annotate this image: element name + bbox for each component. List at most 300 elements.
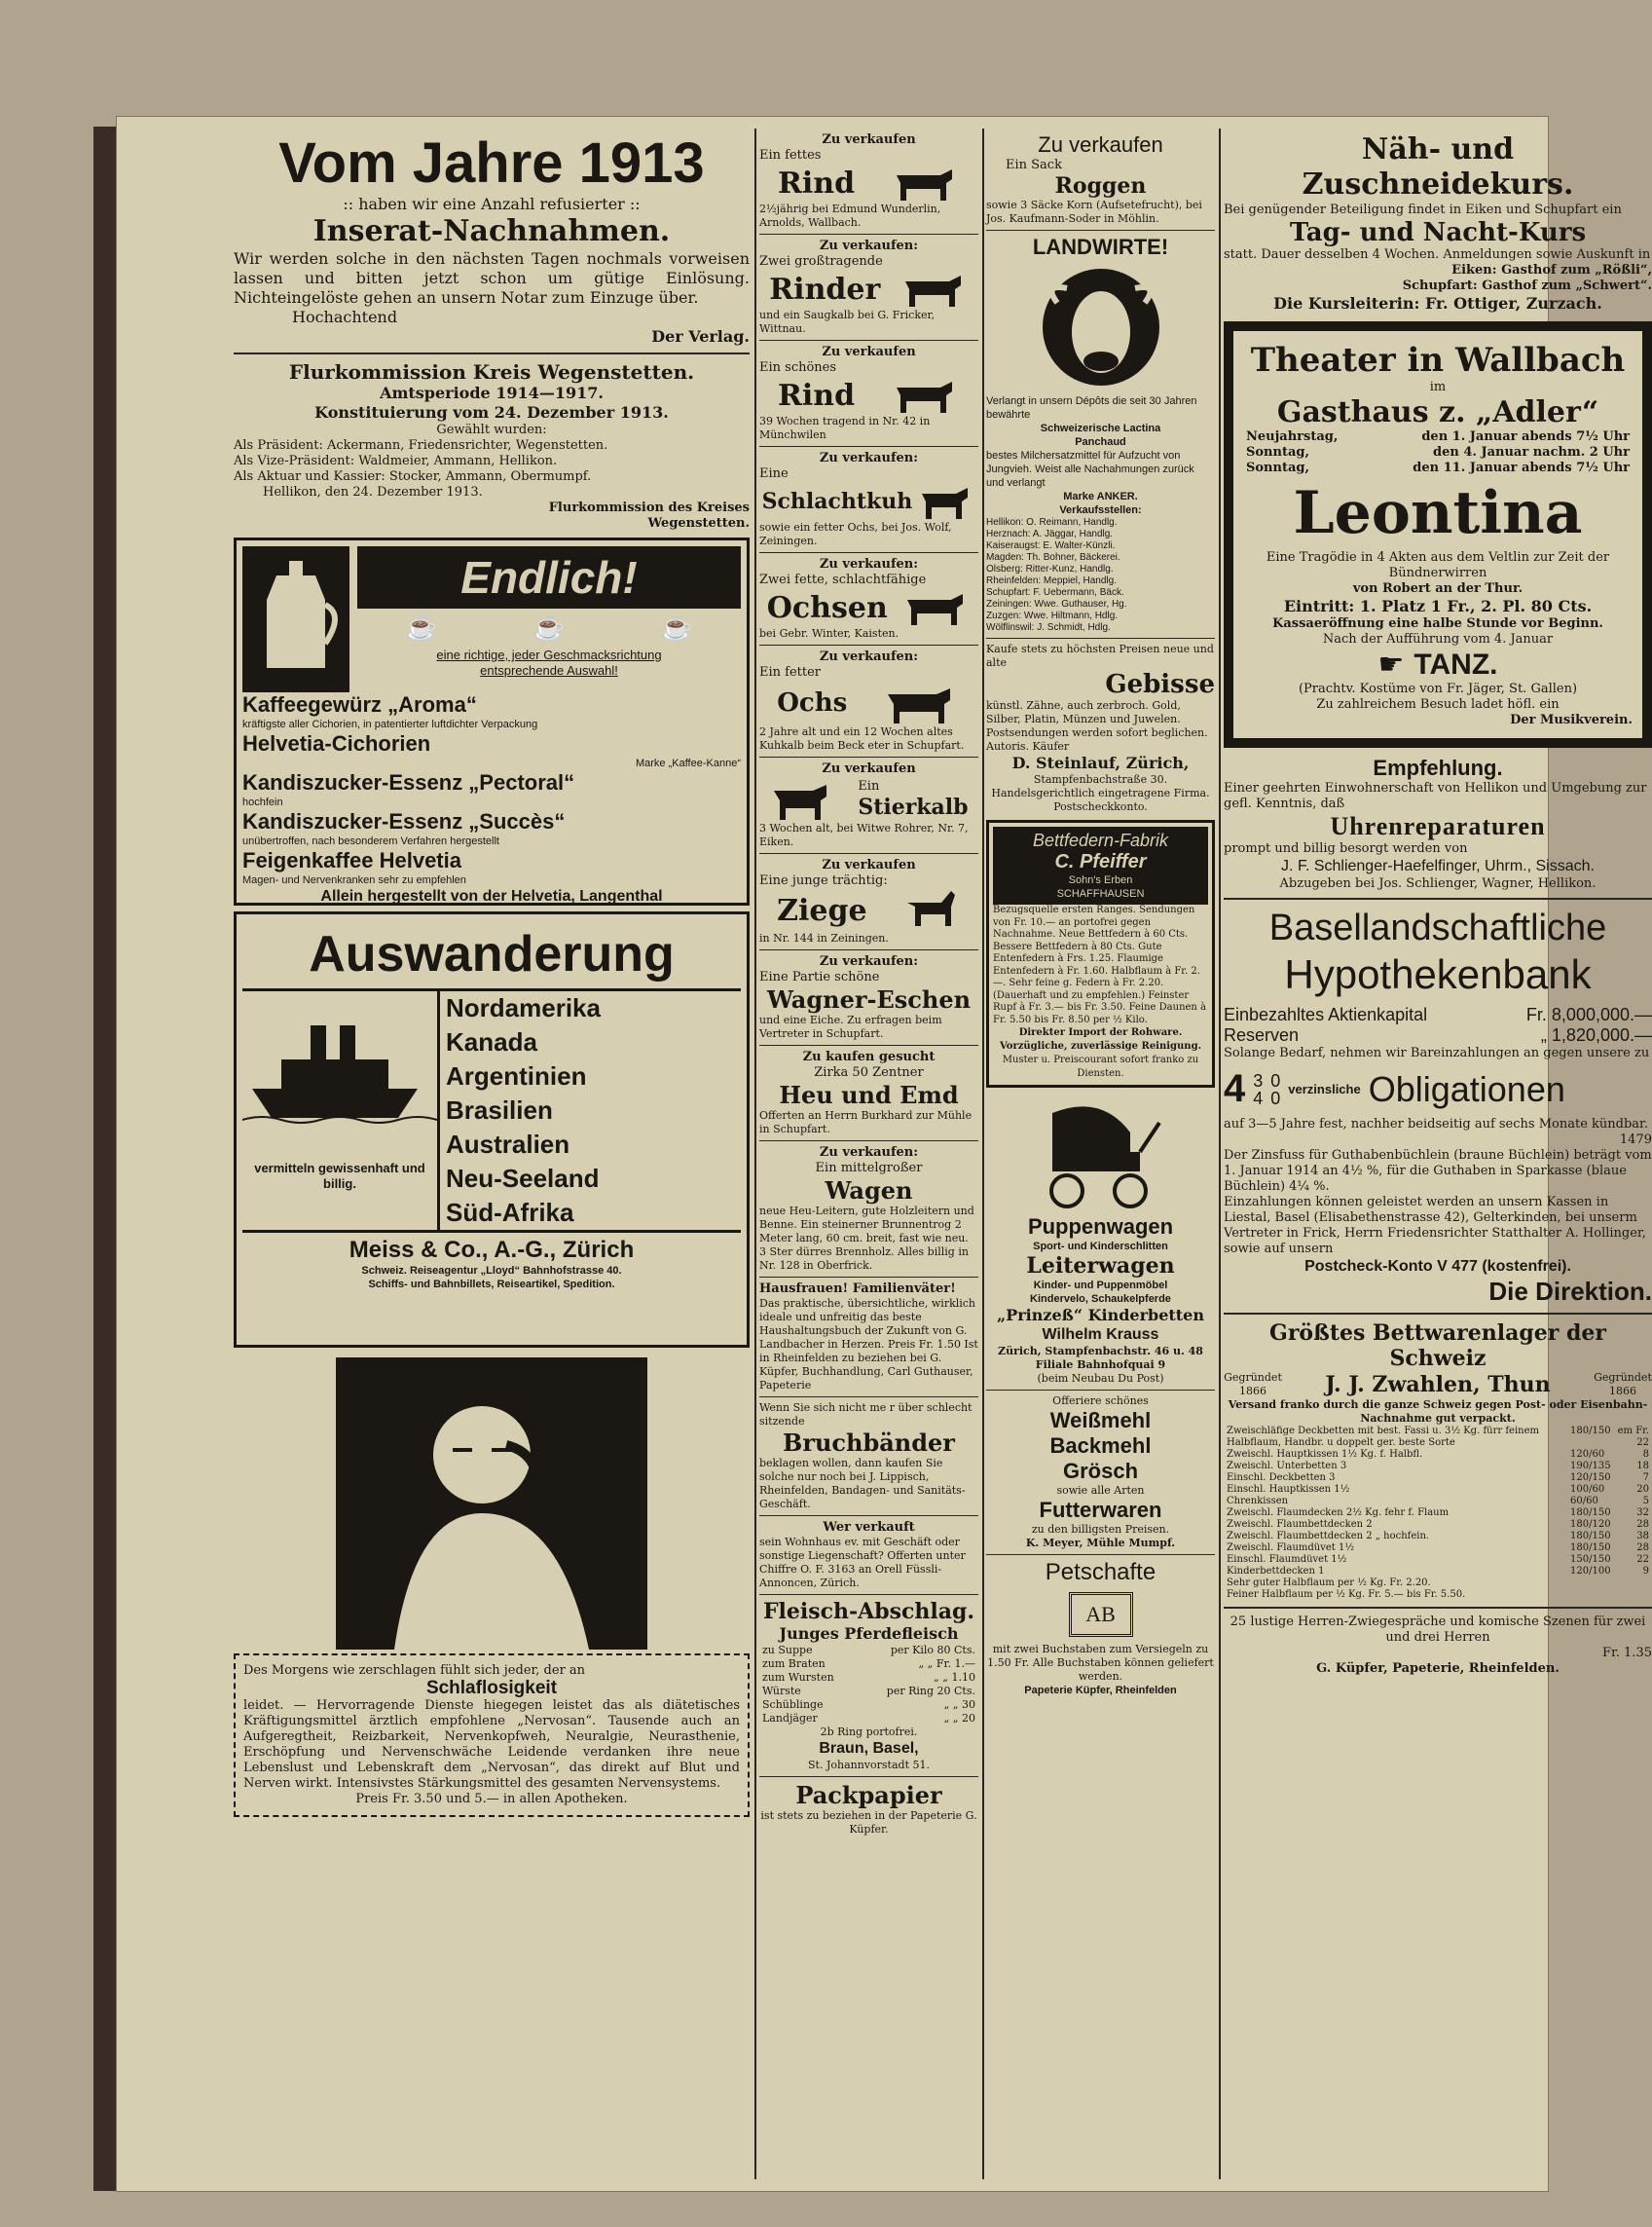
ad-footer: Direkter Import der Rohware. Vorzügliche, zuverlässige Reinigung. xyxy=(999,1027,1202,1052)
ad-body: 2 Jahre alt und ein 12 Wochen altes Kuhkalb beim Beck eter in Schupfart. xyxy=(759,725,965,752)
schedule-table xyxy=(1243,429,1633,476)
country: Australien xyxy=(446,1130,570,1159)
time: den 11. Januar abends 7½ Uhr xyxy=(1413,461,1630,475)
ad-sign: Die Kursleiterin: Fr. Ottiger, Zurzach. xyxy=(1273,294,1602,313)
location-1: Eiken: Gasthof zum „Rößli“, xyxy=(1451,263,1652,278)
ad-title: Heu und Emd xyxy=(779,1081,959,1109)
product-2: Helvetia-Cichorien xyxy=(242,731,431,756)
monogram: AB xyxy=(1069,1592,1133,1637)
table-row xyxy=(759,1644,978,1657)
price: „ „ 1.10 xyxy=(934,1671,975,1684)
ad-body-2: statt. Dauer desselben 4 Wochen. Anmeldungen sowie Auskunft in xyxy=(1224,247,1651,262)
ad-footer-2: Muster u. Preiscourant sofort franko zu Diensten. xyxy=(1002,1055,1199,1079)
cup-icon: ☕ xyxy=(661,613,693,643)
headline: Endlich! xyxy=(357,546,741,609)
rate-int: 4 xyxy=(1224,1067,1246,1110)
ad-auswanderung xyxy=(234,911,750,1348)
size: 180/120 xyxy=(1570,1519,1611,1530)
ad-head: Empfehlung. xyxy=(1373,756,1503,780)
price-table xyxy=(759,1644,978,1726)
time: den 1. Januar abends 7½ Uhr xyxy=(1421,429,1630,444)
price: 32 xyxy=(1636,1507,1649,1518)
table-row xyxy=(759,1685,978,1698)
konto: Postcheck-Konto V 477 (kostenfrei). xyxy=(1304,1258,1571,1275)
list-item: Magden: Th. Bohner, Bäckerei. xyxy=(986,552,1120,563)
ad-title-4: Futterwaren xyxy=(1039,1498,1162,1522)
ad-head: LANDWIRTE! xyxy=(1032,235,1169,259)
size: 180/150 xyxy=(1570,1542,1611,1553)
ad-head: Zu verkaufen: xyxy=(819,650,919,664)
ad-classified xyxy=(759,954,978,1041)
table-row xyxy=(1224,1461,1652,1472)
newspaper-page xyxy=(117,117,1652,2191)
price: „ „ Fr. 1.— xyxy=(918,1657,975,1670)
ad-sub: Sport- und Kinderschlitten xyxy=(1033,1241,1168,1252)
table-row xyxy=(1224,1426,1652,1449)
intro: Des Morgens wie zerschlagen fühlt sich jeder, der an xyxy=(243,1663,586,1678)
price: 5 xyxy=(1642,1496,1649,1506)
cup-icon: ☕ xyxy=(405,613,437,643)
item: zum Braten xyxy=(762,1657,826,1670)
ad-classified xyxy=(759,451,978,548)
ad-title: Rind xyxy=(777,378,856,413)
ad-body: 39 Wochen tragend in Nr. 42 in Münchwilen xyxy=(759,415,931,441)
ad-pre: Ein fettes xyxy=(759,148,822,163)
line: :: haben wir eine Anzahl refusierter :: xyxy=(343,195,641,213)
ad-classified xyxy=(759,761,978,849)
ad-title: Wagen xyxy=(825,1176,913,1205)
table-row xyxy=(1224,1484,1652,1496)
ad-roggen xyxy=(986,132,1215,226)
ad-landwirte xyxy=(986,235,1215,634)
ad-head: Zu verkaufen xyxy=(822,858,916,872)
ad-head: Zu verkaufen: xyxy=(819,954,919,969)
ad-pre: Ein schönes xyxy=(759,360,837,375)
ad-nervosan xyxy=(234,1357,750,1817)
list-item: Hellikon: O. Reimann, Handlg. xyxy=(986,517,1118,528)
goat-icon xyxy=(902,889,961,932)
ad-sign: Die Direktion. xyxy=(1488,1277,1652,1306)
ad-sign: Der Musikverein. xyxy=(1510,713,1633,727)
ad-petschafte xyxy=(986,1559,1215,1697)
table-row xyxy=(1224,1589,1652,1601)
address-2: Filiale Bahnhofquai 9 xyxy=(1035,1358,1166,1371)
ad-pre: Ein xyxy=(858,779,880,794)
place-date: Hellikon, den 24. Dezember 1913. xyxy=(263,485,483,500)
ad-haushaltungsbuch xyxy=(759,1281,978,1392)
product-3: Kandiszucker-Essenz „Pectoral“ xyxy=(242,770,575,795)
ad-body: ist stets zu beziehen in der Papeterie G. Küpfer. xyxy=(760,1809,977,1836)
ad-title: Ochsen xyxy=(766,590,888,625)
ad-note: Abzugeben bei Jos. Schlienger, Wagner, Hellikon. xyxy=(1279,876,1597,891)
ad-packpapier xyxy=(759,1781,978,1837)
table-row xyxy=(1224,1542,1652,1554)
ad-endlich xyxy=(234,538,750,906)
size: 120/100 xyxy=(1570,1566,1611,1577)
ad-classified xyxy=(759,132,978,230)
dance: TANZ. xyxy=(1413,648,1498,681)
rate-word: verzinsliche xyxy=(1288,1081,1361,1096)
ad-theater xyxy=(1224,321,1652,748)
product-1: Kaffeegewürz „Aroma“ xyxy=(242,692,477,717)
percent-bottom: 0 xyxy=(1270,1088,1281,1108)
stellen-list xyxy=(986,517,1215,634)
ad-pre: Eine xyxy=(759,466,789,481)
gewaehlt: Gewählt wurden: xyxy=(436,423,547,437)
country: Nordamerika xyxy=(446,993,601,1022)
ad-gebisse xyxy=(986,643,1215,814)
ad-im: im xyxy=(1429,380,1447,394)
day: Neujahrstag, xyxy=(1246,429,1339,444)
address: St. Johannvorstadt 51. xyxy=(808,1759,930,1771)
ad-body: Einer geehrten Einwohnerschaft von Hellikon und Umgebung zur gefl. Kenntnis, daß xyxy=(1224,781,1647,811)
ad-title: Weißmehl xyxy=(1049,1408,1152,1432)
ad-head: Zu verkaufen xyxy=(1038,132,1163,157)
costumes: (Prachtv. Kostüme von Fr. Jäger, St. Gallen) xyxy=(1298,682,1578,696)
product-5: Feigenkaffee Helvetia xyxy=(242,848,461,872)
item: zu Suppe xyxy=(762,1644,813,1656)
ad-flurkommission xyxy=(234,360,750,532)
ad-title: Fleisch-Abschlag. xyxy=(762,1599,975,1624)
ref-number: 1479 xyxy=(1619,1132,1652,1147)
pointing-hand-icon: ☛ xyxy=(1377,648,1405,682)
company-sub: Sohn's Erben xyxy=(1068,874,1133,886)
column-3 xyxy=(986,129,1215,2179)
ad-title-2: Leiterwagen xyxy=(1026,1253,1175,1279)
ad-body: Offerten an Herrn Burkhard zur Mühle in Schupfart. xyxy=(759,1109,973,1135)
table-row xyxy=(1224,1554,1652,1566)
ad-body: Bezugsquelle ersten Ranges. Sendungen von Fr. 10.— an portofrei gegen Nachnahme. Neue Bettfedern à 60 Cts. Bessere Bettfedern à 80 Cts. Gute Entenfedern à Frs. 1.25. Flaumige Entenfedern à Fr. 1.60. Halbflaum à Fr. 2.—. Sehr feine g. Federn à Fr. 2.20. (Dauerhaft und zu empfehlen.) Feinster Rupf à Fr. 3.— bis Fr. 3.50. Feine Daunen à Fr. 5.50 bis Fr. 8.50 per ½ Kilo. xyxy=(993,905,1207,1025)
item: Zweischl. Flaumbettdecken 2 „ hochfein. xyxy=(1227,1531,1430,1541)
ad-title: Schlachtkuh xyxy=(761,489,913,514)
ad-pre: Offeriere schönes xyxy=(1052,1394,1149,1407)
ad-title: Stierkalb xyxy=(858,795,969,820)
konstituierung: Konstituierung vom 24. Dezember 1913. xyxy=(314,403,669,422)
ad-body: sowie 3 Säcke Korn (Aufsetefrucht), bei Jos. Kaufmann-Soder in Möhlin. xyxy=(986,199,1202,225)
item: Zweischl. Flaumdüvet 1½ xyxy=(1227,1542,1355,1553)
ad-mid: sowie alle Arten xyxy=(1056,1484,1145,1497)
table-row xyxy=(759,1657,978,1671)
size: 150/150 xyxy=(1570,1554,1611,1565)
terms: auf 3—5 Jahre fest, nachher beidseitig auf sechs Monate kündbar. xyxy=(1224,1117,1648,1132)
body: leidet. — Hervorragende Dienste hiegegen leistet das als diätetisches Kräftigungsmittel ärztlich empfohlene „Nervosan“. Tausende auch an Aufgeregtheit, Reizbarkeit, Nervenkopfweh, Neuralgie, Neurasthenie, Erschöpfung und Nervenschwäche Leidende verdanken ihre neue Lebenslust und Lebenskraft dem „Nervosan“, das direkt auf Blut und Nerven wirkt. Intensivstes Stärkungsmittel des gesamten Nervensystems. xyxy=(243,1698,740,1791)
country: Süd-Afrika xyxy=(446,1198,574,1227)
list-item: Kaiseraugst: E. Walter-Künzli. xyxy=(986,540,1116,551)
ad-head: Zu verkaufen: xyxy=(819,239,919,253)
item: Landjäger xyxy=(762,1712,818,1725)
ad-title-2: Backmehl xyxy=(1049,1433,1152,1458)
ad-title: Gebisse xyxy=(1105,670,1215,699)
ad-title-3: Grösch xyxy=(1062,1459,1139,1483)
member-1: Als Präsident: Ackermann, Friedensrichter, Wegenstetten. xyxy=(234,438,608,453)
ad-title: Größtes Bettwarenlager der Schweiz xyxy=(1269,1320,1606,1371)
address: Stampfenbachstraße 30. Handelsgerichtlich eingetragene Firma. Postscheckkonto. xyxy=(991,773,1210,813)
table-row xyxy=(1224,1519,1652,1531)
company: Braun, Basel, xyxy=(819,1740,919,1757)
ad-body: beklagen wollen, dann kaufen Sie solche nur noch bei J. Lippisch, Rheinfelden, Bandagen- und Sanitäts-Geschäft. xyxy=(759,1457,966,1510)
column-4 xyxy=(1224,129,1652,2179)
ad-naehkurs xyxy=(1224,132,1652,314)
price: 18 xyxy=(1636,1461,1649,1471)
ad-hypothekenbank xyxy=(1224,906,1652,1307)
item: Einschl. Deckbetten 3 xyxy=(1227,1472,1336,1483)
greeting: Hochachtend xyxy=(292,308,398,326)
price: per Kilo 80 Cts. xyxy=(890,1644,975,1656)
ad-pre: Eine junge trächtig: xyxy=(759,873,888,888)
ad-body: Verlangt in unsern Dépôts die seit 30 Jahren bewährte xyxy=(986,395,1197,421)
ad-body-3: Einzahlungen können geleistet werden an unsern Kassen in Liestal, Basel (Elisabethenstrasse 42), Gelterkinden, bei unserm Vertreter in Frick, Herrn Friedensrichter Statthalter A. Hollinger, sowie auf unsern xyxy=(1224,1195,1646,1256)
list-item: Schupfart: F. Uebermann, Bäck. xyxy=(986,587,1124,598)
city: SCHAFFHAUSEN xyxy=(1056,888,1145,900)
price: Preis Fr. 3.50 und 5.— in allen Apotheken. xyxy=(355,1792,628,1806)
list-item: Olsberg: Ritter-Kunz, Handlg. xyxy=(986,564,1114,575)
ad-classified xyxy=(759,858,978,946)
ad-sub-2: Kinder- und Puppenmöbel xyxy=(1033,1280,1168,1291)
company: Meiss & Co., A.-G., Zürich xyxy=(242,1230,741,1264)
ad-body: 2½jährig bei Edmund Wunderlin, Arnolds, Wallbach. xyxy=(759,203,941,229)
cow-icon xyxy=(917,482,975,521)
ad-pre: Zwei fette, schlachtfähige xyxy=(759,573,927,587)
established-left: Gegründet 1866 xyxy=(1224,1371,1282,1397)
ad-head: Hausfrauen! Familienväter! xyxy=(759,1281,956,1296)
ad-pre: Ein mittelgroßer xyxy=(815,1161,923,1175)
calf-icon xyxy=(769,777,837,822)
item: Sehr guter Halbflaum per ½ Kg. Fr. 2.20. xyxy=(1227,1577,1431,1588)
period: Amtsperiode 1914—1917. xyxy=(380,384,604,402)
ad-body: Solange Bedarf, nehmen wir Bareinzahlungen an gegen unsere zu xyxy=(1224,1046,1650,1060)
column-2 xyxy=(759,129,978,2179)
rate-num: 3 xyxy=(1253,1070,1264,1091)
product-3-note: hochfein xyxy=(242,797,283,808)
ad-head: Wer verkauft xyxy=(823,1520,915,1535)
reserves-label: Reserven xyxy=(1224,1025,1300,1045)
list-item: Rheinfelden: Meppiel, Handlg. xyxy=(986,575,1117,586)
item: Zweischläfige Deckbetten mit best. Fassi u. 3½ Kg. fürr feinem Halbflaum, Handbr. u doppelt ger. beste Sorte xyxy=(1227,1426,1539,1448)
ad-classified xyxy=(759,1145,978,1273)
established-right: Gegründet 1866 xyxy=(1594,1371,1652,1397)
ad-inserat-nachnahmen xyxy=(234,132,750,347)
size: 60/60 xyxy=(1570,1496,1598,1506)
coffee-pot-icon xyxy=(242,546,349,692)
ad-title: Rind xyxy=(777,166,856,201)
tired-man-illustration xyxy=(336,1357,647,1650)
cup-icon: ☕ xyxy=(532,613,566,643)
price: 20 xyxy=(1636,1484,1649,1495)
pram-icon xyxy=(1033,1094,1169,1210)
item: Einschl. Hauptkissen 1½ xyxy=(1227,1484,1350,1495)
ad-body: 3 Wochen alt, bei Witwe Rohrer, Nr. 7, Eiken. xyxy=(759,822,969,848)
ad-sign: G. Küpfer, Papeterie, Rheinfelden. xyxy=(1316,1661,1560,1676)
sub-1: eine richtige, jeder Geschmacksrichtung xyxy=(436,648,662,662)
ad-head: Bettfedern-Fabrik xyxy=(1032,831,1169,850)
price: 22 xyxy=(1636,1554,1649,1565)
day: Sonntag, xyxy=(1246,445,1310,460)
ad-title: Näh- und Zuschneidekurs. xyxy=(1302,132,1574,202)
ad-body: Bei genügender Beteiligung findet in Eiken und Schupfart ein xyxy=(1224,203,1622,217)
product-4-note: unübertroffen, nach besonderem Verfahren hergestellt xyxy=(242,835,499,847)
table-row xyxy=(759,1712,978,1726)
cow-icon xyxy=(892,376,960,415)
ad-head: Zu kaufen gesucht xyxy=(802,1050,936,1064)
product-1: Schweizerische Lactina xyxy=(1040,423,1161,434)
ad-head: Zu verkaufen xyxy=(822,132,916,147)
venue: Gasthaus z. „Adler“ xyxy=(1276,395,1599,429)
obligationen: Obligationen xyxy=(1368,1068,1565,1109)
sign-2: Wegenstetten. xyxy=(647,516,750,531)
price: em Fr. 22 xyxy=(1617,1426,1649,1448)
ad-title: Wagner-Eschen xyxy=(766,985,972,1014)
ad-title: Ochs xyxy=(777,688,848,718)
item: zum Wursten xyxy=(762,1671,834,1684)
headline: Vom Jahre 1913 xyxy=(278,131,705,195)
ox-icon xyxy=(883,681,961,725)
ad-body: Versand franko durch die ganze Schweiz gegen Post- oder Eisenbahn-Nachnahme gut verpackt. xyxy=(1228,1398,1648,1425)
product-2-note: Marke „Kaffee-Kanne“ xyxy=(635,758,741,769)
bank-name-2: Hypothekenbank xyxy=(1284,951,1592,997)
sign-1: Flurkommission des Kreises xyxy=(548,501,750,515)
table-row xyxy=(759,1698,978,1712)
size: 100/60 xyxy=(1570,1484,1605,1495)
ad-body: in Nr. 144 in Zeiningen. xyxy=(759,932,889,945)
time: den 4. Januar nachm. 2 Uhr xyxy=(1433,445,1630,460)
table-row xyxy=(1243,429,1633,445)
table-row xyxy=(1243,445,1633,461)
address-3: (beim Neubau Du Post) xyxy=(1037,1372,1164,1385)
body: Wir werden solche in den nächsten Tagen nochmals vorweisen lassen und bitten jetzt schon um gütige Einlösung. Nichteingelöste gehen an unsern Notar zum Einzuge über. xyxy=(234,249,750,307)
country-list xyxy=(437,991,601,1230)
cow-head-icon xyxy=(1038,264,1164,390)
stellen-head: Verkaufsstellen: xyxy=(1059,504,1142,516)
ad-sign: K. Meyer, Mühle Mumpf. xyxy=(1025,1537,1176,1549)
ad-head: Zu verkaufen: xyxy=(819,1145,919,1160)
ad-head: Zu verkaufen: xyxy=(819,451,919,465)
ad-title: Puppenwagen xyxy=(1027,1214,1174,1239)
address-2: Schiffs- und Bahnbillets, Reiseartikel, Spedition. xyxy=(368,1279,615,1290)
ad-bruchbaender xyxy=(759,1401,978,1511)
item: Feiner Halbflaum per ½ Kg. Fr. 5.— bis Fr. 5.50. xyxy=(1227,1589,1466,1600)
member-3: Als Aktuar und Kassier: Stocker, Ammann, Obermumpf. xyxy=(234,469,592,484)
country: Argentinien xyxy=(446,1061,587,1091)
ad-pre: Zirka 50 Zentner xyxy=(814,1065,924,1080)
list-item: Zuzgen: Wwe. Hiltmann, Hdlg. xyxy=(986,611,1119,621)
column-1 xyxy=(234,129,750,2179)
item: Zweischl. Flaumbettdecken 2 xyxy=(1227,1519,1373,1530)
sub-2: entsprechende Auswahl! xyxy=(480,663,618,678)
ad-sign: Papeterie Küpfer, Rheinfelden xyxy=(1024,1685,1177,1696)
item: Einschl. Flaumdüvet 1½ xyxy=(1227,1554,1347,1565)
ad-head: Zu verkaufen xyxy=(822,345,916,359)
ad-head: Zu verkaufen: xyxy=(819,557,919,572)
bank-name: Basellandschaftliche xyxy=(1268,908,1607,948)
ad-classified xyxy=(759,650,978,753)
item: Chrenkissen xyxy=(1227,1496,1289,1506)
company: C. Pfeiffer xyxy=(1054,851,1147,872)
ad-body-2: Der Zinsfuss für Guthabenbüchlein (braune Büchlein) beträgt vom 1. Januar 1914 an 4½ %, für die Guthaben in Sparkasse (blaue Büchlein) 4¼ %. xyxy=(1224,1148,1652,1194)
item: Würste xyxy=(762,1685,801,1697)
ad-title-2: Tag- und Nacht-Kurs xyxy=(1289,218,1587,247)
ad-pre: Wenn Sie sich nicht me r über schlecht sitzende xyxy=(759,1401,973,1428)
price: 7 xyxy=(1642,1472,1649,1483)
day: Sonntag, xyxy=(1246,461,1310,475)
ad-body: bei Gebr. Winter, Kaisten. xyxy=(759,627,899,640)
country: Brasilien xyxy=(446,1095,553,1125)
list-item: Wölflinswil: J. Schmidt, Hdlg. xyxy=(986,622,1111,633)
size: 190/135 xyxy=(1570,1461,1611,1471)
company: Wilhelm Krauss xyxy=(1042,1326,1159,1343)
table-row xyxy=(1224,1566,1652,1577)
product-5-note: Magen- und Nervenkranken sehr zu empfehlen xyxy=(242,874,466,886)
price: 9 xyxy=(1642,1566,1649,1577)
ad-body: künstl. Zähne, auch zerbroch. Gold, Silber, Platin, Münzen und Juwelen. Postsendungen werden sofort beglichen. Autoris. Käufer xyxy=(986,699,1208,753)
table-row xyxy=(1224,1577,1652,1589)
table-row xyxy=(1224,1472,1652,1484)
location-2: Schupfart: Gasthof zum „Schwert“. xyxy=(1402,278,1652,293)
headline: Auswanderung xyxy=(242,920,741,991)
ad-head: Zu verkaufen xyxy=(822,761,916,776)
ox-icon xyxy=(902,588,971,627)
size: 180/150 xyxy=(1570,1426,1611,1436)
percent-top: 0 xyxy=(1270,1070,1281,1091)
ad-body: und ein Saugkalb bei G. Fricker, Wittnau. xyxy=(759,309,936,335)
ad-sign: Marke ANKER. xyxy=(1063,491,1138,502)
cow-icon xyxy=(900,270,969,309)
ad-bettfedern xyxy=(986,820,1215,1088)
size: 180/150 xyxy=(1570,1507,1611,1518)
ad-body: zu den billigsten Preisen. xyxy=(1031,1523,1170,1536)
interest-rate xyxy=(1224,1067,1652,1111)
price: „ „ 20 xyxy=(943,1712,975,1725)
rate-den: 4 xyxy=(1253,1088,1264,1108)
ad-bettwarenlager xyxy=(1224,1320,1652,1601)
item: Kinderbettdecken 1 xyxy=(1227,1566,1325,1577)
ad-title: Bruchbänder xyxy=(783,1429,955,1457)
ad-title: Petschafte xyxy=(1045,1559,1156,1585)
title: Schlaflosigkeit xyxy=(425,1678,558,1698)
table-row xyxy=(1224,1449,1652,1461)
item: Zweischl. Unterbetten 3 xyxy=(1227,1461,1347,1471)
size: 120/60 xyxy=(1570,1449,1605,1460)
ad-classified xyxy=(759,345,978,442)
price: per Ring 20 Cts. xyxy=(886,1685,975,1697)
ad-sub: Junges Pferdefleisch xyxy=(779,1624,959,1643)
ad-body: neue Heu-Leitern, gute Holzleitern und Benne. Ein steinerner Brunnentrog 2 Meter lang, 60 cm. breit, fast wie neu. 3 Ster dürres Brennholz. Alles billig in Nr. 128 in Oberfrick. xyxy=(759,1205,974,1272)
price: 38 xyxy=(1636,1531,1649,1541)
product-1-note: kräftigste aller Cichorien, in patentierter luftdichter Verpackung xyxy=(242,719,538,730)
ad-title: Roggen xyxy=(1054,173,1147,199)
ad-note: 2b Ring portofrei. xyxy=(820,1726,918,1738)
ad-mehl xyxy=(986,1394,1215,1550)
company: J. F. Schlienger-Haefelfinger, Uhrm., Sissach. xyxy=(1281,858,1595,874)
list-item: Herznach: A. Jäggar, Handlg. xyxy=(986,529,1114,539)
ad-pre: Zwei großtragende xyxy=(759,254,883,269)
ad-pre: Eine Partie schöne xyxy=(759,970,880,984)
item: Zweischl. Hauptkissen 1½ Kg. f. Halbfl. xyxy=(1227,1449,1423,1460)
ad-body: 25 lustige Herren-Zwiegespräche und komische Szenen für zwei und drei Herren xyxy=(1230,1615,1646,1645)
ad-body: sein Wohnhaus ev. mit Geschäft oder sonstige Liegenschaft? Offerten unter Chiffre O. F. 3163 an Orell Füssli-Annoncen, Zürich. xyxy=(759,1536,966,1589)
play-author: von Robert an der Thur. xyxy=(1352,581,1524,596)
ad-pre: Ein fetter xyxy=(759,665,822,680)
item: Schüblinge xyxy=(762,1698,824,1711)
company: D. Steinlauf, Zürich, xyxy=(1011,754,1190,772)
after-show: Nach der Aufführung vom 4. Januar xyxy=(1322,632,1554,647)
price: 28 xyxy=(1636,1519,1649,1530)
signature: Der Verlag. xyxy=(651,327,750,346)
ad-body-2: prompt und billig besorgt werden von xyxy=(1224,841,1468,856)
ad-empfehlung xyxy=(1224,756,1652,892)
ad-zwiegespraeche xyxy=(1224,1615,1652,1677)
price-table xyxy=(1224,1426,1652,1601)
ad-title: Theater in Wallbach xyxy=(1250,341,1626,380)
